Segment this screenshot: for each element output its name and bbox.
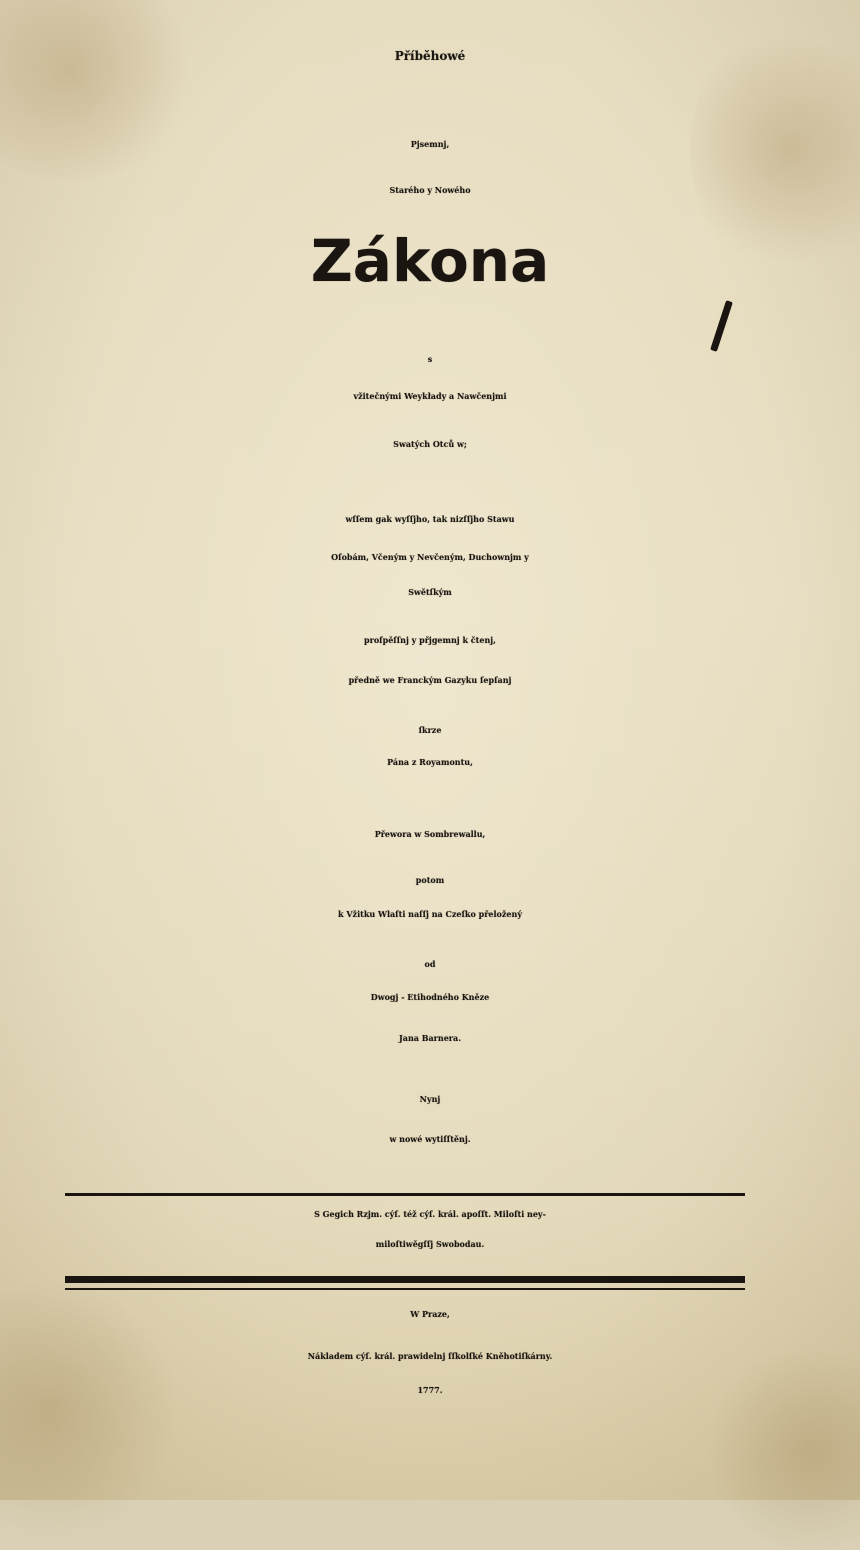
title-line-10: Swětſkým: [408, 587, 452, 597]
body-line-21: Nynj: [419, 1094, 441, 1104]
privilege-line-2: miloſtiwěgſſj Swobodau.: [375, 1239, 485, 1249]
title-line-7: Swatých Otců w;: [393, 439, 467, 449]
imprint-place: W Praze,: [410, 1309, 450, 1319]
title-line-1: Příběhowé: [394, 49, 466, 63]
body-line-11: proſpěſſnj y přjgemnj k čtenj,: [364, 635, 496, 645]
translator-name: Jana Barnera.: [398, 1033, 461, 1043]
title-line-3: Starého y Nowého: [389, 185, 471, 195]
thick-divider-rule: [65, 1276, 745, 1283]
translator-honorific: Dwogj - Etihodného Kněze: [370, 992, 490, 1002]
author-name: Pána z Royamontu,: [387, 757, 473, 767]
imprint-publisher: Nákladem cýſ. král. prawidelnj ſſkolſké Kněhotiſkárny.: [307, 1351, 553, 1361]
divider-rule: [65, 1193, 745, 1196]
title-comma-mark: [710, 300, 733, 352]
body-line-12: předně we Franckým Gazyku ſepſanj: [348, 675, 512, 685]
title-line-9: Oſobám, Včeným y Nevčeným, Duchownjm y: [331, 552, 529, 562]
title-line-6: vžitečnými Weykłady a Nawčenjmi: [353, 391, 507, 401]
body-line-16: potom: [415, 875, 445, 885]
thin-divider-rule: [65, 1288, 745, 1290]
imprint-year: 1777.: [417, 1385, 443, 1395]
author-title: Přewora w Sombrewallu,: [374, 829, 486, 839]
title-line-8: wſſem gak wyſſjho, tak nizſſjho Stawu: [345, 514, 515, 524]
edition-note: w nowé wytiſſtěnj.: [389, 1134, 471, 1144]
paper-stain: [0, 0, 200, 180]
privilege-line-1: S Gegich Rzjm. cýſ. též cýſ. král. apoſſt. Miloſti ney-: [314, 1209, 546, 1219]
body-line-13: ſkrze: [418, 725, 442, 735]
title-line-5: s: [427, 354, 433, 364]
title-line-2: Pjsemnj,: [410, 139, 450, 149]
translation-note: k Vžitku Wlaſti naſſj na Czeſko přeložený: [338, 909, 522, 919]
paper-stain: [700, 1350, 860, 1550]
paper-stain: [0, 1280, 180, 1540]
title-main-word: Zákona: [310, 227, 550, 295]
body-line-18: od: [424, 959, 436, 969]
